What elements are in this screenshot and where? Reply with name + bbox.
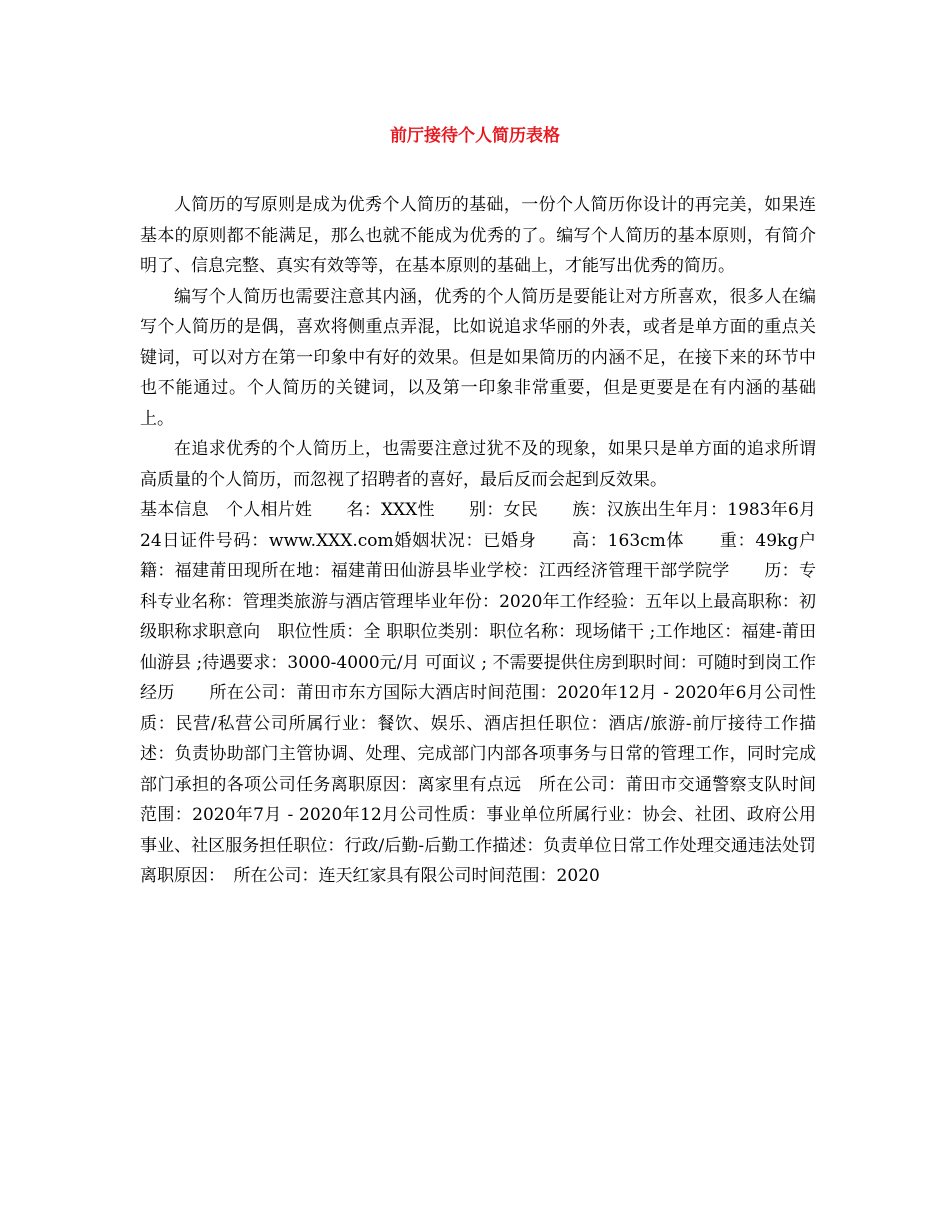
paragraph-balance: 在追求优秀的个人简历上，也需要注意过犹不及的现象，如果只是单方面的追求所谓高质量的个人简历，而忽视了招聘者的喜好，最后反而会起到反效果。 [140,439,816,490]
document-title: 前厅接待个人简历表格 [390,126,560,146]
document-body [140,190,850,892]
paragraph-content: 编写个人简历也需要注意其内涵，优秀的个人简历是要能让对方所喜欢，很多人在编写个人简历的是偶，喜欢将侧重点弄混，比如说追求华丽的外表，或者是单方面的重点关键词，可以对方在第一印象中有好的效果。但是如果简历的内涵不足，在接下来的环节中也不能通过。个人简历的关键词，以及第一印象非常重要，但是更要是在有内涵的基础上。 [140,286,816,429]
resume-info-block: 基本信息 个人相片姓 名：XXX性 别：女民 族：汉族出生年月：1983年6月24日证件号码：www.XXX.com婚姻状况：已婚身 高：163cm体 重：49kg户 籍：福建莆田现所在地：福建莆田仙游县毕业学校：江西经济管理干部学院学 历：专科专业名称：管理类旅游与酒店管理毕业年份：2020年工作经验：五年以上最高职称：初级职称求职意向 职位性质：全 职职位类别：职位名称：现场储干 ;工作地区：福建-莆田仙游县 ;待遇要求：3000-4000元/月 可面议 ; 不需要提供住房到职时间：可随时到岗工作经历 所在公司：莆田市东方国际大酒店时间范围：2020年12月 - 2020年6月公司性质：民营/私营公司所属行业：餐饮、娱乐、酒店担任职位：酒店/旅游-前厅接待工作描述：负责协助部门主管协调、处理、完成部门内部各项事务与日常的管理工作，同时完成部门承担的各项公司任务离职原因：离家里有点远 所在公司：莆田市交通警察支队时间范围：2020年7月 - 2020年12月公司性质：事业单位所属行业：协会、社团、政府公用事业、社区服务担任职位：行政/后勤-后勤工作描述：负责单位日常工作处理交通违法处罚离职原因： 所在公司：连天红家具有限公司时间范围：2020 [140,500,850,886]
paragraph-principles: 人简历的写原则是成为优秀个人简历的基础，一份个人简历你设计的再完美，如果连基本的原则都不能满足，那么也就不能成为优秀的了。编写个人简历的基本原则，有简介明了、信息完整、真实有效等等，在基本原则的基础上，才能写出优秀的简历。 [140,195,816,276]
